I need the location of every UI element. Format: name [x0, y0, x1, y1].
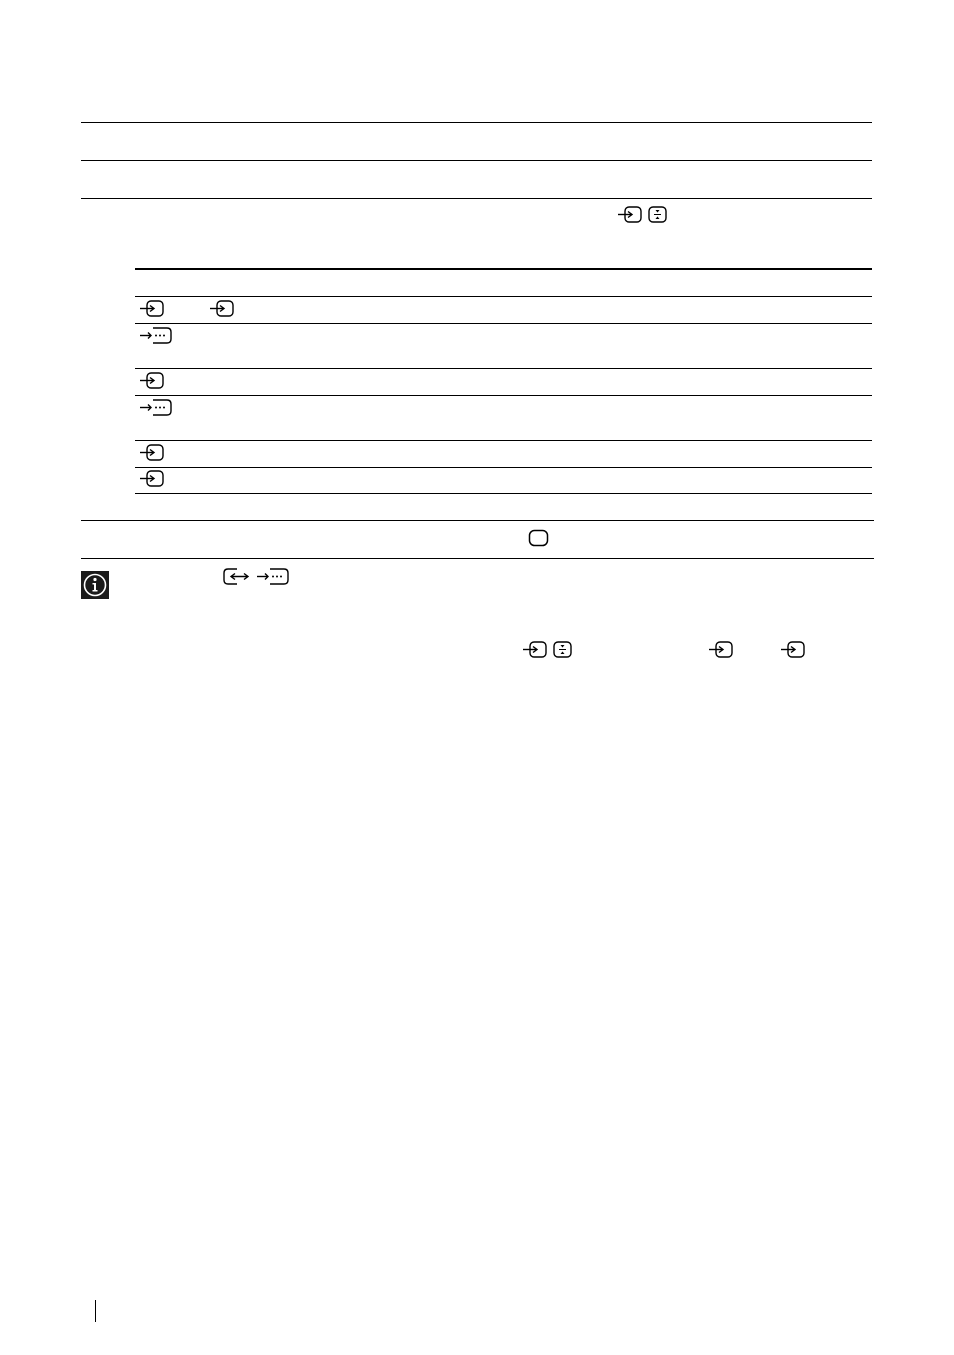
input-arrow-icon [139, 300, 165, 318]
table-bottom-rule [135, 493, 872, 494]
smart-input-arrow-icon [139, 327, 173, 345]
rule-top-1 [81, 122, 872, 123]
smart-input-arrow-icon [139, 399, 173, 417]
teletext-icon [648, 206, 668, 224]
input-arrow-icon [522, 641, 548, 659]
table-row-rule [135, 440, 872, 441]
table-header-rule [135, 296, 872, 297]
input-arrow-icon [780, 641, 806, 659]
table-row-rule [135, 368, 872, 369]
input-arrow-icon [139, 372, 165, 390]
in-out-arrow-icon [222, 568, 250, 586]
teletext-icon [553, 641, 573, 659]
rule-top-2 [81, 160, 872, 161]
table-top-rule [135, 268, 872, 270]
rule-section-5 [81, 558, 874, 559]
page-margin-bar [95, 1300, 96, 1322]
table-row-rule [135, 467, 872, 468]
input-arrow-icon [139, 444, 165, 462]
table-row-rule [135, 395, 872, 396]
rule-section-4 [81, 520, 874, 521]
input-arrow-icon [139, 470, 165, 488]
input-arrow-icon [209, 300, 235, 318]
input-arrow-icon [708, 641, 734, 659]
tv-mode-icon [528, 529, 550, 548]
info-icon [81, 571, 109, 599]
smart-input-arrow-icon [256, 568, 290, 586]
input-arrow-icon [617, 206, 643, 224]
rule-top-3 [81, 198, 872, 199]
table-row-rule [135, 323, 872, 324]
